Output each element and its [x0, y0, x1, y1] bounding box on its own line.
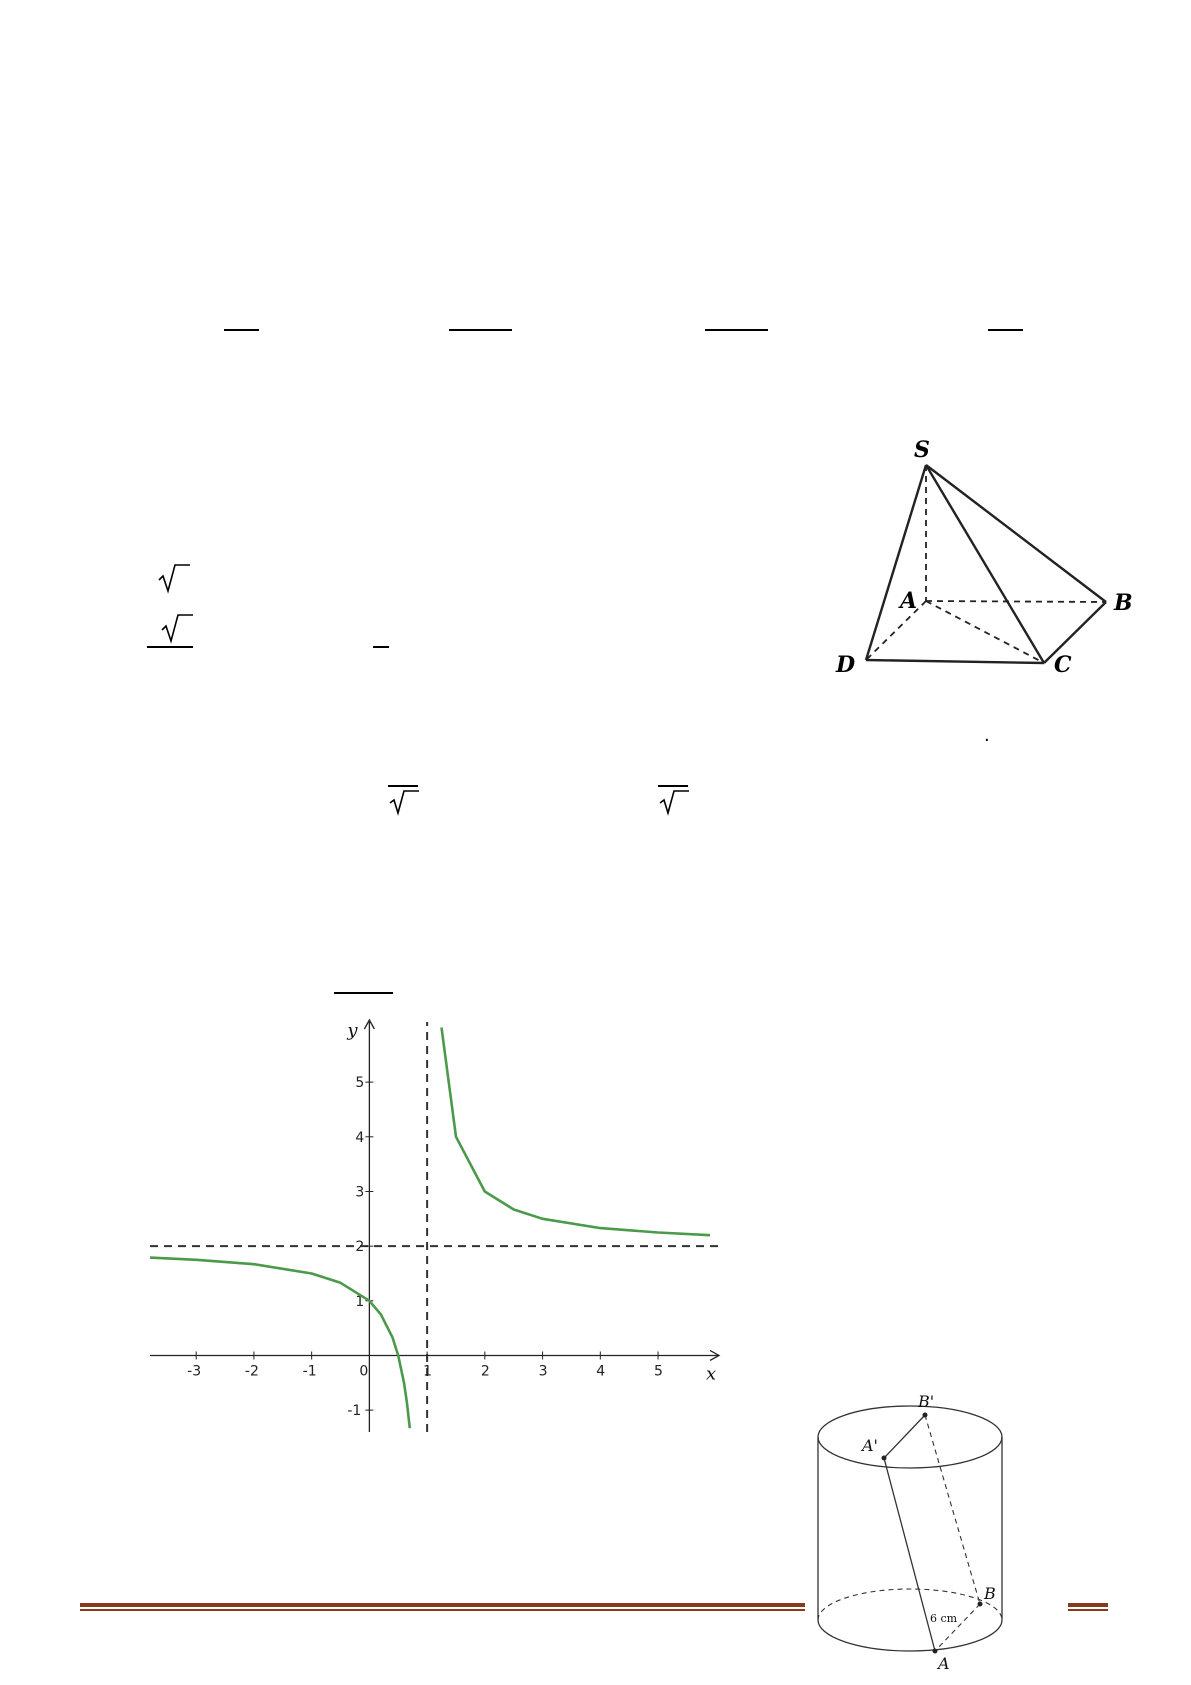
vertex-label-a: A: [900, 588, 918, 614]
x-tick-label: 0: [359, 1363, 369, 1380]
cylinder-diagram: [800, 1385, 1030, 1685]
vertex-label-b: B: [1114, 590, 1133, 616]
y-axis-label: y: [347, 1020, 358, 1041]
vertex-label-s: S: [914, 437, 930, 463]
radical-symbol: [388, 788, 420, 816]
y-tick-label: -1: [347, 1403, 362, 1420]
point-label-b-prime: B': [918, 1392, 935, 1411]
pyramid-diagram: [830, 435, 1150, 685]
y-tick-label: 5: [355, 1075, 365, 1092]
radical-symbol: [157, 562, 191, 594]
y-tick-label: 2: [355, 1239, 365, 1256]
x-tick-label: -2: [244, 1363, 259, 1380]
y-tick-label: 1: [355, 1293, 365, 1310]
y-tick-label: 4: [355, 1129, 365, 1146]
fraction-bar: [147, 646, 193, 648]
box-glyph-inline: [984, 726, 990, 746]
fraction-bar: [334, 992, 393, 994]
vertex-label-c: C: [1054, 652, 1072, 678]
fraction-bar: [449, 329, 512, 331]
x-tick-label: 3: [538, 1363, 548, 1380]
x-tick-label: 4: [596, 1363, 606, 1380]
overline-bar: [388, 785, 418, 787]
y-tick-label: 3: [355, 1184, 365, 1201]
x-tick-label: -1: [302, 1363, 317, 1380]
function-graph: [150, 1012, 730, 1442]
point-label-a-prime: A': [862, 1436, 878, 1455]
x-axis-label: x: [706, 1363, 717, 1385]
fraction-bar: [373, 646, 389, 648]
radical-symbol: [160, 612, 194, 644]
x-tick-label: -3: [187, 1363, 202, 1380]
point-label-a: A: [938, 1654, 950, 1673]
radical-symbol: [658, 788, 690, 816]
footer-rule: [80, 1603, 1108, 1612]
x-tick-label: 2: [480, 1363, 490, 1380]
x-tick-label: 1: [423, 1363, 433, 1380]
point-label-b: B: [984, 1584, 996, 1603]
vertex-label-d: D: [836, 652, 856, 678]
box-dot: .: [984, 725, 990, 746]
fraction-bar: [224, 329, 259, 331]
curve-left-branch: [150, 1258, 410, 1429]
overline-bar: [658, 785, 688, 787]
dimension-label: 6 cm: [930, 1612, 958, 1625]
curve-right-branch: [442, 1028, 711, 1236]
fraction-bar: [988, 329, 1023, 331]
x-tick-label: 5: [654, 1363, 663, 1380]
fraction-bar: [705, 329, 768, 331]
